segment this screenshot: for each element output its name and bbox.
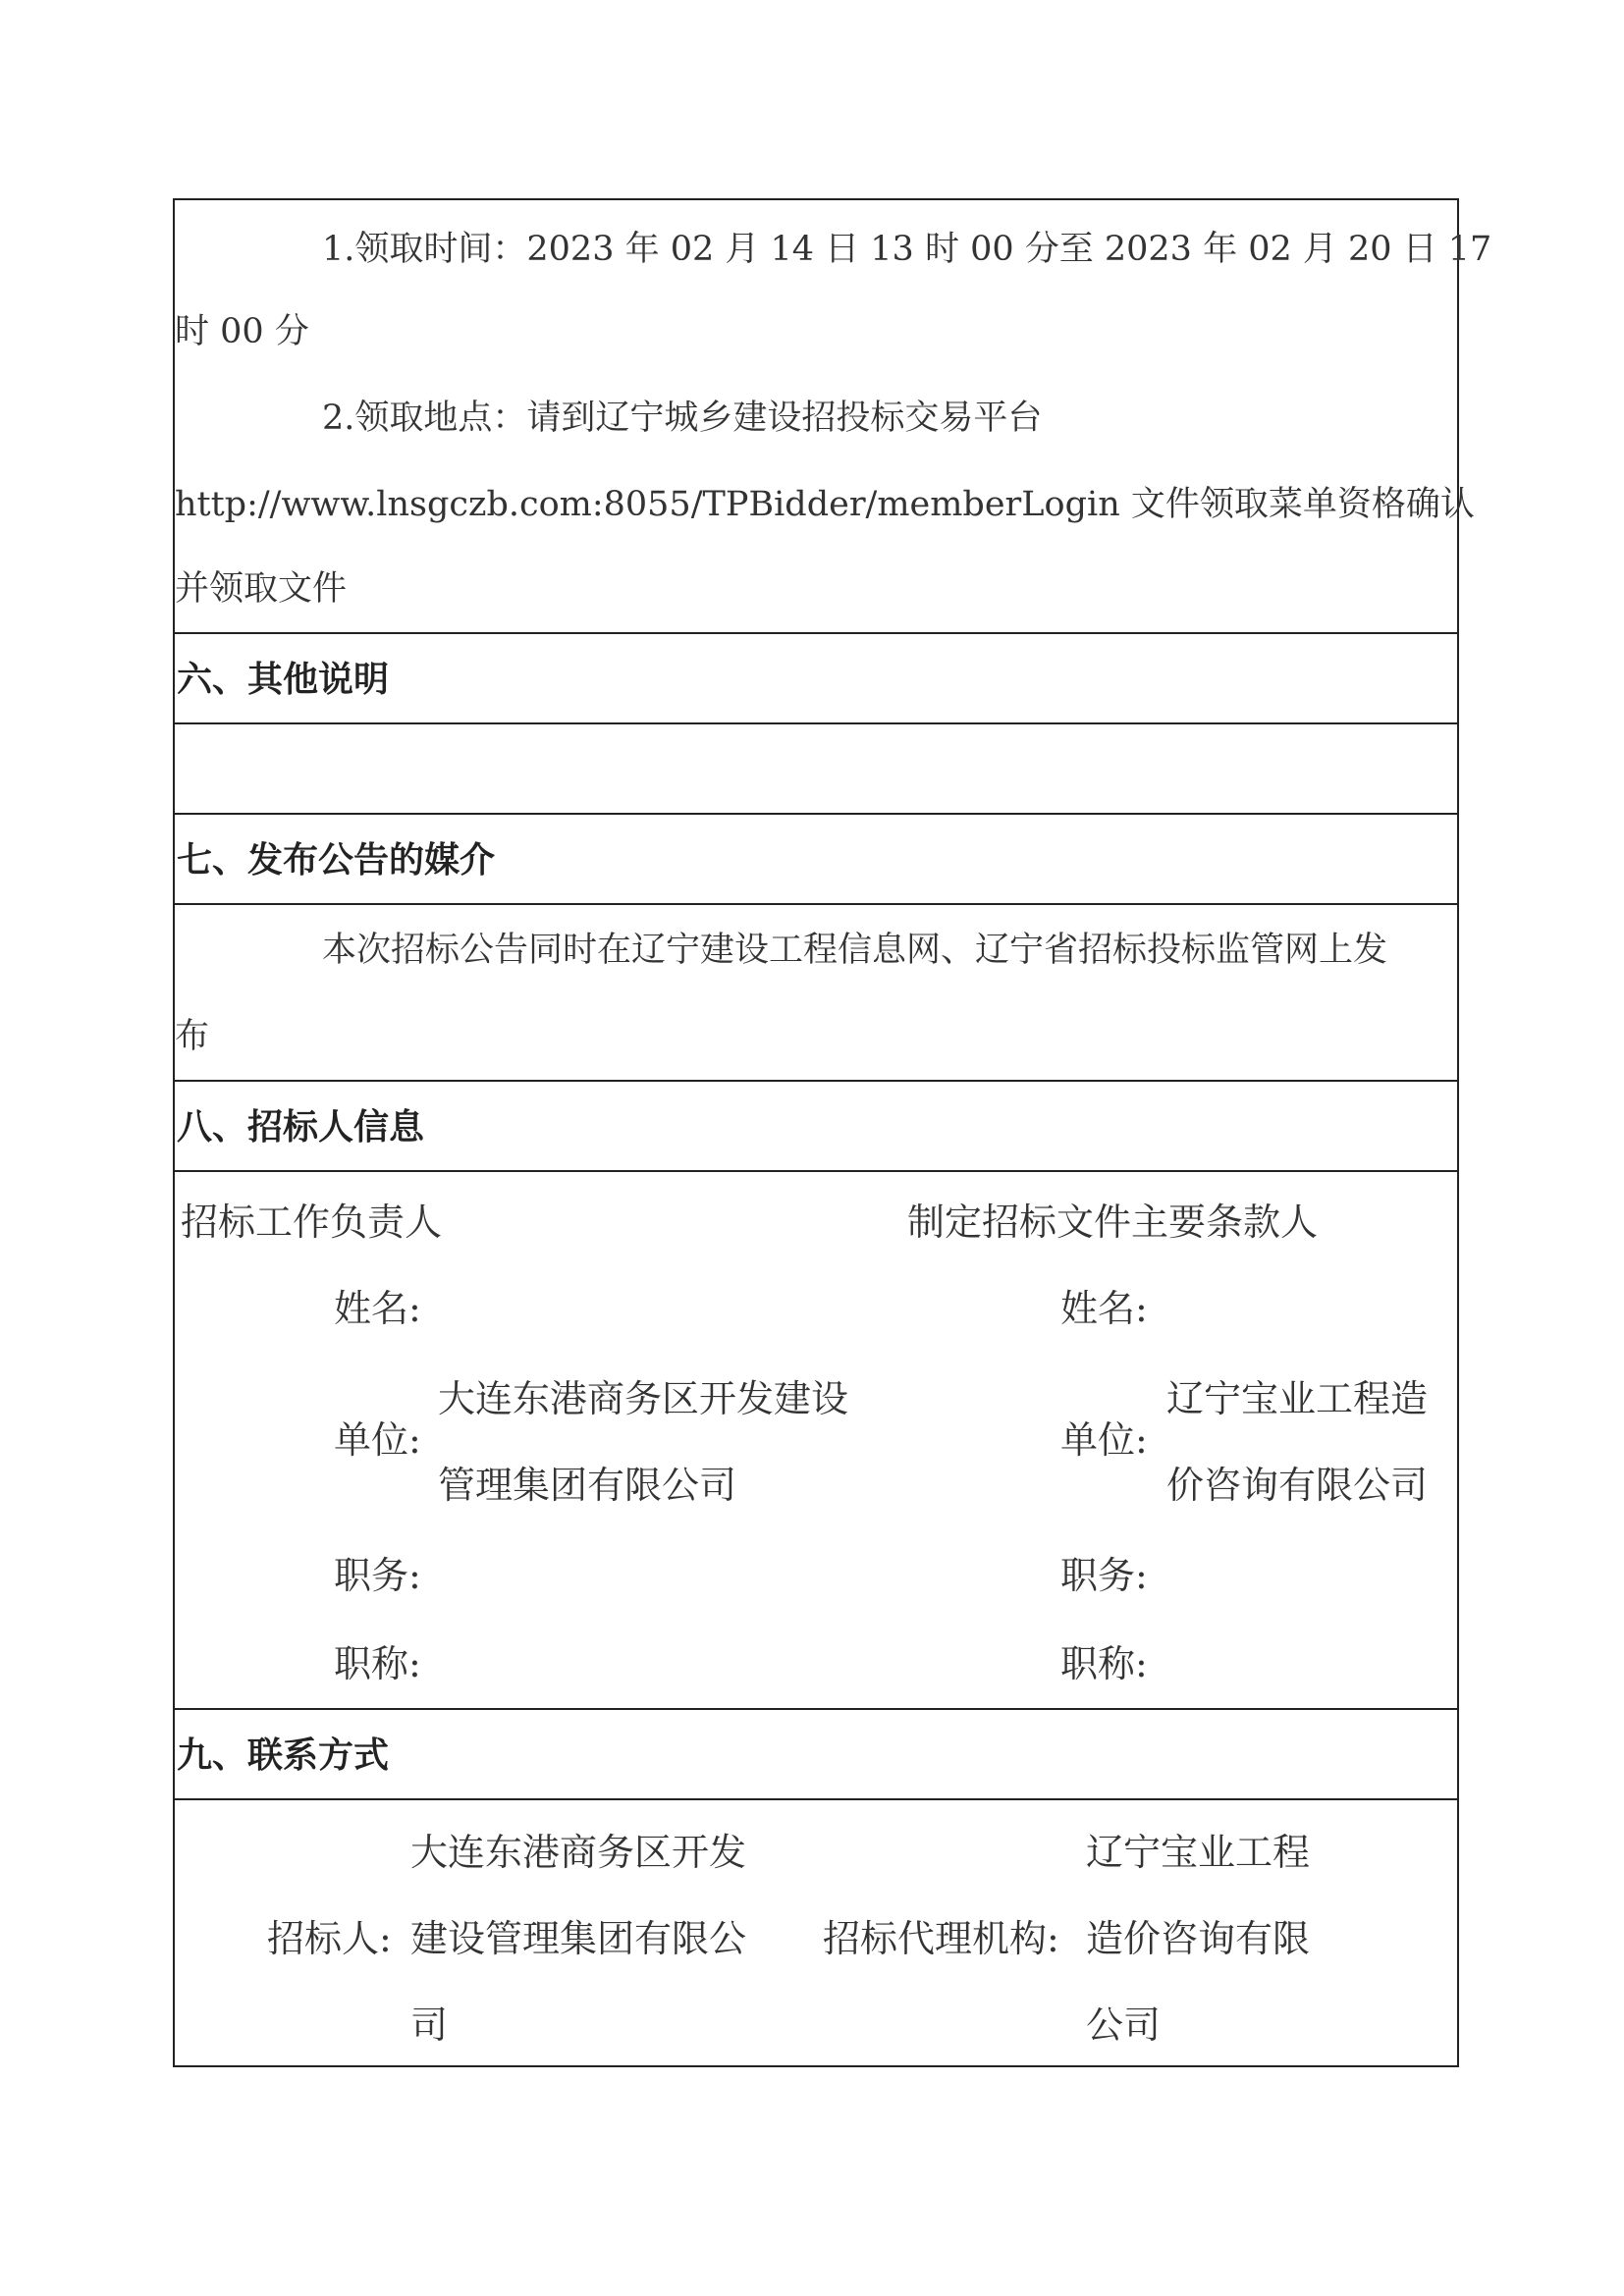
- left-title-label: 职称:: [334, 1642, 421, 1685]
- left-unit-line2: 管理集团有限公司: [438, 1464, 737, 1507]
- section-6-title: 六、其他说明: [177, 659, 390, 700]
- tenderer-line1: 大连东港商务区开发: [410, 1831, 747, 1874]
- section-7-content: [175, 903, 1457, 1080]
- right-name-label: 姓名:: [1060, 1287, 1148, 1330]
- media-line1: 本次招标公告同时在辽宁建设工程信息网、辽宁省招标投标监管网上发: [322, 931, 1388, 970]
- tenderer-info-row: [175, 1170, 1457, 1708]
- pickup-place-line3: 并领取文件: [175, 569, 348, 609]
- pickup-time-line1: 1.领取时间：2023 年 02 月 14 日 13 时 00 分至 2023 年 02 月 20 日 17: [322, 230, 1492, 269]
- left-unit-label: 单位:: [334, 1418, 421, 1462]
- pickup-place-line1: 2.领取地点：请到辽宁城乡建设招投标交易平台: [322, 399, 1043, 438]
- tenderer-line3: 司: [410, 2003, 449, 2047]
- left-heading: 招标工作负责人: [181, 1201, 443, 1244]
- section-7-title: 七、发布公告的媒介: [177, 839, 496, 881]
- agency-line3: 公司: [1086, 2003, 1162, 2047]
- section-8-title: 八、招标人信息: [177, 1106, 425, 1148]
- section-9-title: 九、联系方式: [177, 1735, 390, 1776]
- tenderer-line2: 建设管理集团有限公: [410, 1917, 747, 1960]
- section-6-content: [175, 722, 1457, 813]
- section-7-header: [175, 813, 1457, 903]
- pickup-time-line2: 时 00 分: [175, 312, 309, 351]
- tenderer-label: 招标人:: [267, 1917, 392, 1960]
- agency-line1: 辽宁宝业工程: [1086, 1831, 1311, 1874]
- left-name-label: 姓名:: [334, 1287, 421, 1330]
- section-6-header: [175, 632, 1457, 722]
- right-duty-label: 职务:: [1060, 1554, 1148, 1597]
- section-8-header: [175, 1080, 1457, 1170]
- agency-label: 招标代理机构:: [823, 1917, 1059, 1960]
- right-unit-label: 单位:: [1060, 1418, 1148, 1462]
- left-unit-line1: 大连东港商务区开发建设: [438, 1377, 849, 1420]
- right-title-label: 职称:: [1060, 1642, 1148, 1685]
- section-9-header: [175, 1708, 1457, 1798]
- agency-line2: 造价咨询有限: [1086, 1917, 1311, 1960]
- right-heading: 制定招标文件主要条款人: [907, 1201, 1319, 1244]
- pickup-info-row: [175, 200, 1492, 632]
- announcement-table: [173, 198, 1492, 2067]
- pickup-place-line2: http://www.lnsgczb.com:8055/TPBidder/memberLogin 文件领取菜单资格确认: [175, 485, 1475, 524]
- media-line2: 布: [175, 1017, 210, 1056]
- right-unit-line2: 价咨询有限公司: [1166, 1464, 1429, 1507]
- contact-row: [175, 1798, 1457, 2065]
- right-unit-line1: 辽宁宝业工程造: [1166, 1377, 1429, 1420]
- left-duty-label: 职务:: [334, 1554, 421, 1597]
